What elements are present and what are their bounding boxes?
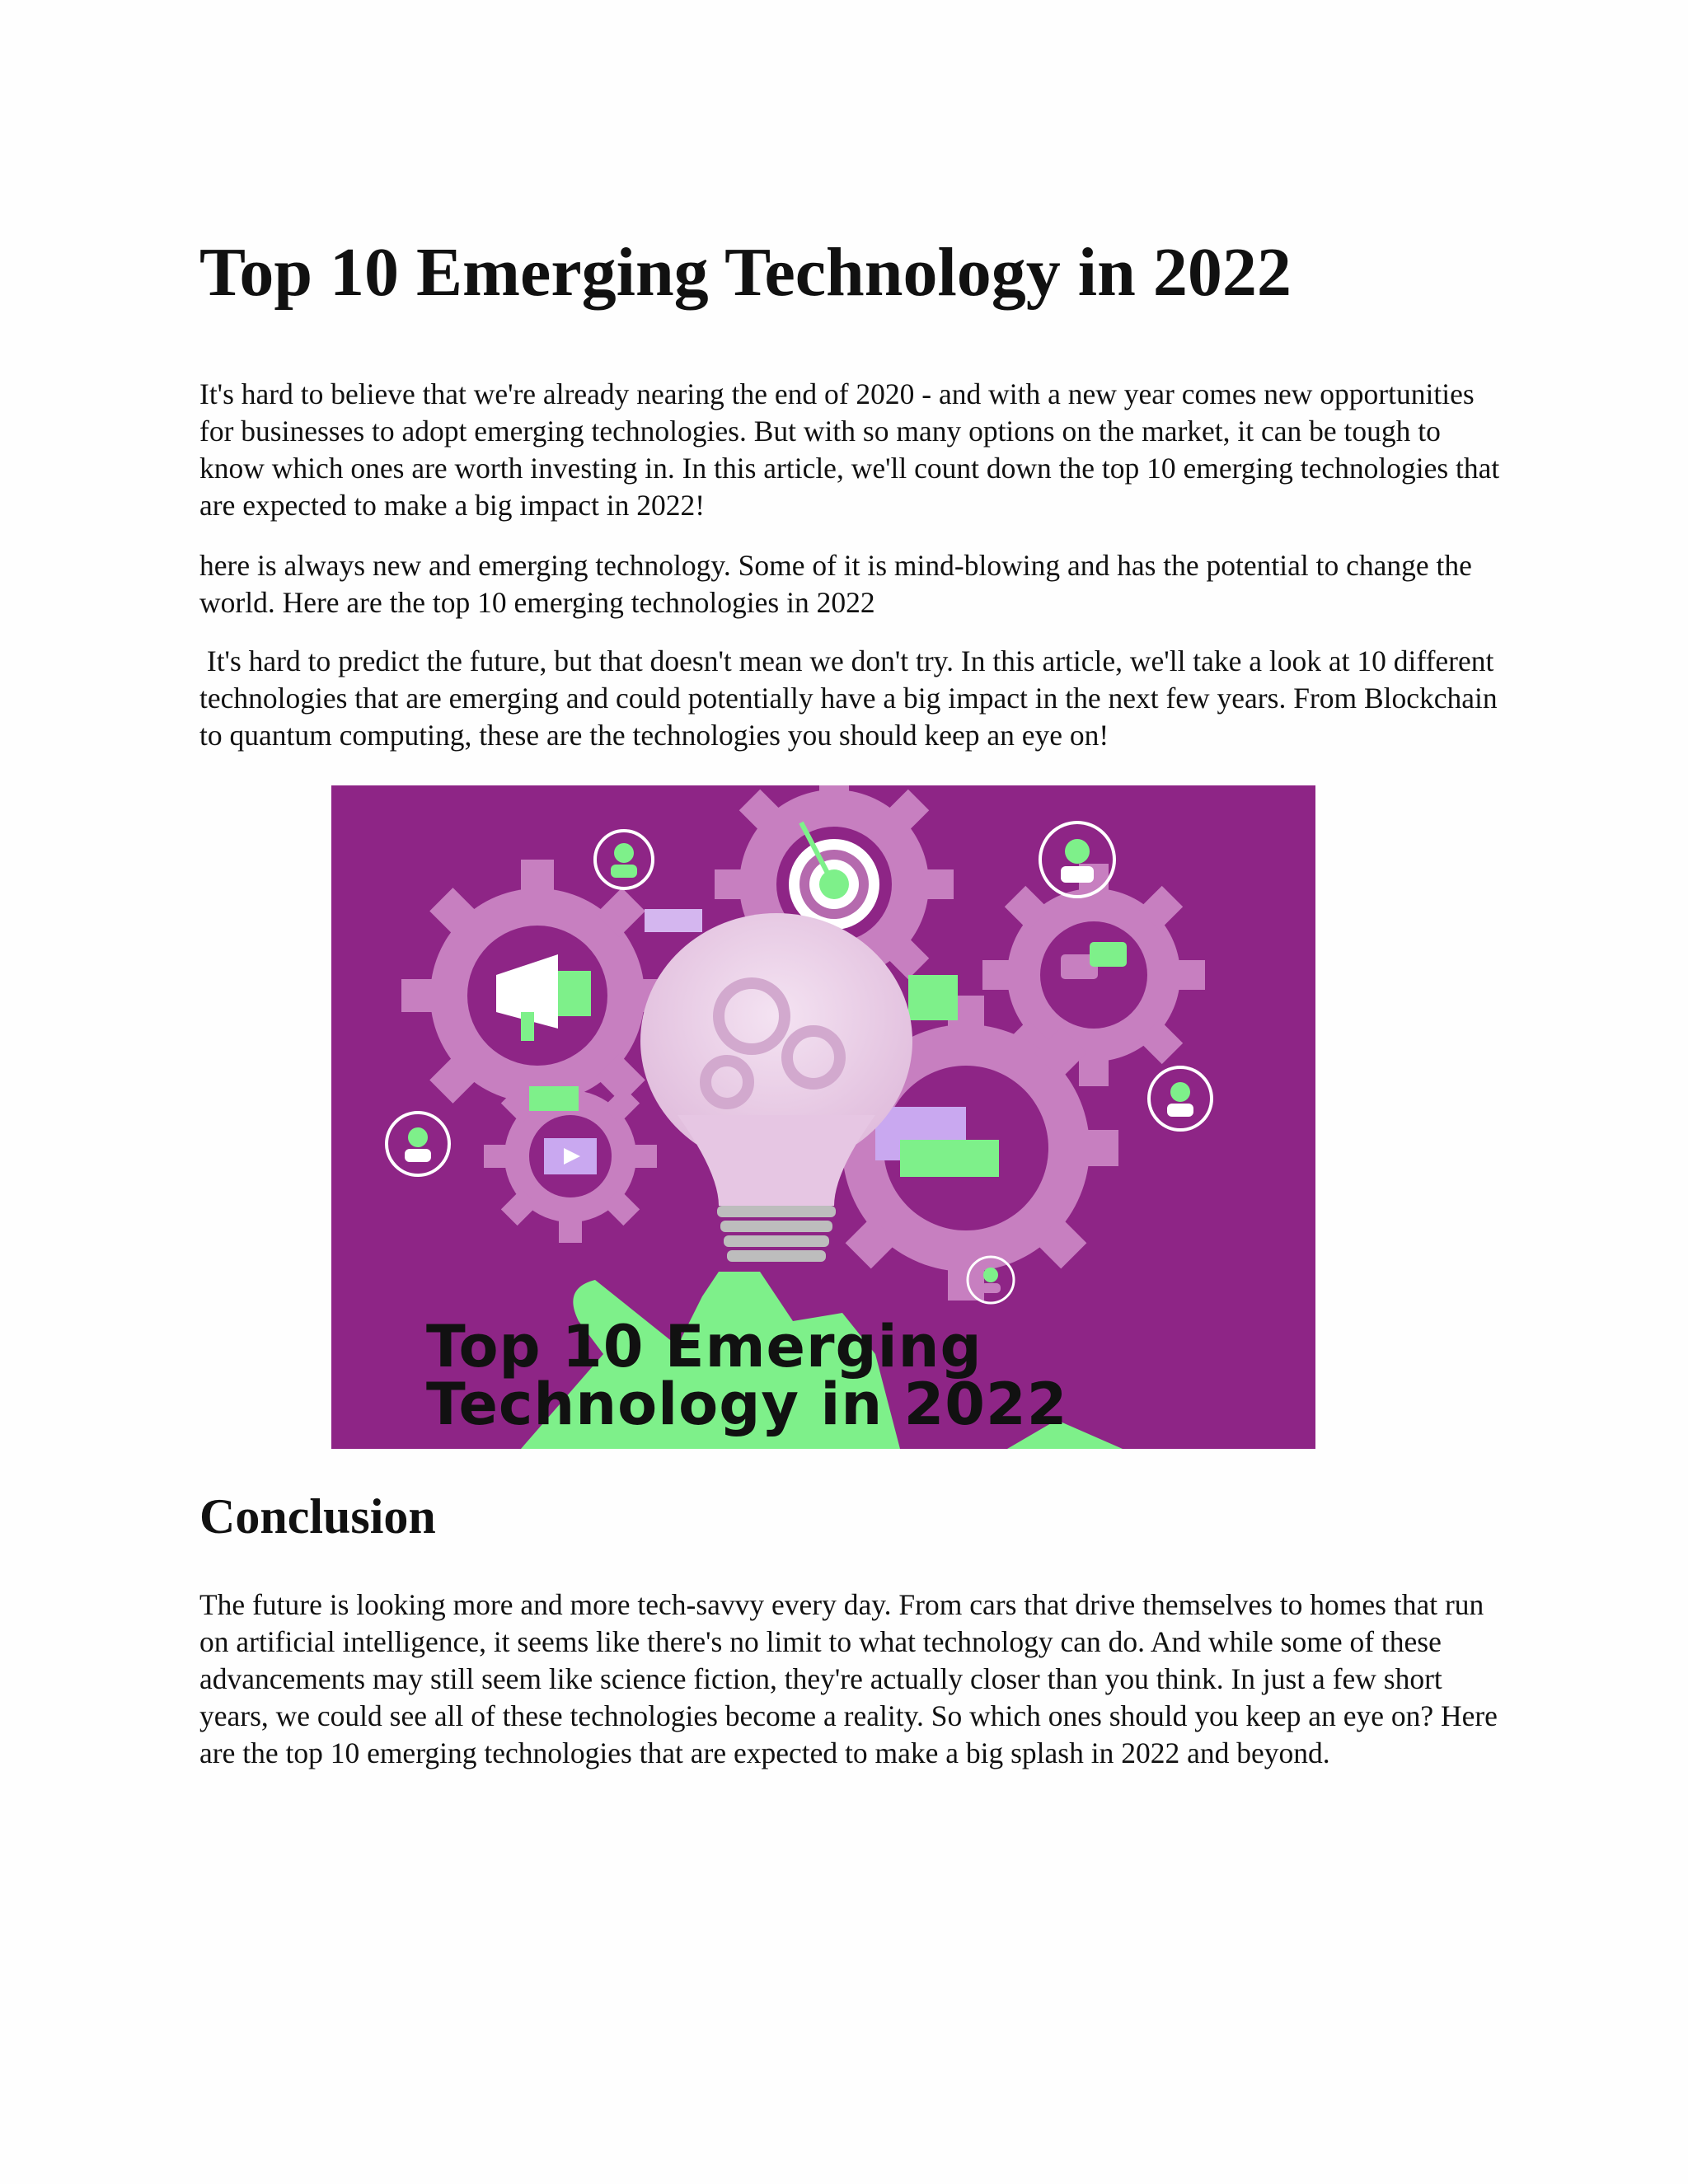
intro-paragraph-2: here is always new and emerging technology. Some of it is mind-blowing and has the potential to change the world. Here are the top 10 emerging technologies in 2022 xyxy=(199,549,1472,619)
intro-paragraph-3: It's hard to predict the future, but that doesn't mean we don't try. In this article, we'll take a look at 10 different technologies that are emerging and could potentially have a big impact in the next few years. From Blockchain to quantum computing, these are the technologies you should keep an eye on! xyxy=(199,644,1505,752)
conclusion-heading: Conclusion xyxy=(199,1489,436,1544)
caption-line-1: Top 10 Emerging xyxy=(426,1313,982,1380)
illustration-caption xyxy=(426,1313,1300,1438)
caption-line-2: Technology in 2022 xyxy=(426,1371,1068,1438)
play-icon xyxy=(544,1138,597,1174)
card-icon xyxy=(645,909,702,932)
page-title: Top 10 Emerging Technology in 2022 xyxy=(199,234,1292,311)
intro-paragraph-1: It's hard to believe that we're already nearing the end of 2020 - and with a new year comes new opportunities for businesses to adopt emerging technologies. But with so many options on the market, it can be tough to know which ones are worth investing in. In this article, we'll count down the top 10 emerging technologies that are expected to make a big impact in 2022! xyxy=(199,377,1500,522)
conclusion-paragraph: The future is looking more and more tech-savvy every day. From cars that drive themselves to homes that run on artificial intelligence, it seems like there's no limit to what technology can do. And while some of these advancements may still seem like science fiction, they're actually closer than you think. In just a few short years, we could see all of these technologies become a reality. So which ones should you keep an eye on? Here are the top 10 emerging technologies that are expected to make a big splash in 2022 and beyond. xyxy=(199,1588,1498,1769)
document-icon xyxy=(908,975,958,1020)
article-illustration xyxy=(331,785,1315,1449)
battery-icon xyxy=(529,1086,579,1111)
